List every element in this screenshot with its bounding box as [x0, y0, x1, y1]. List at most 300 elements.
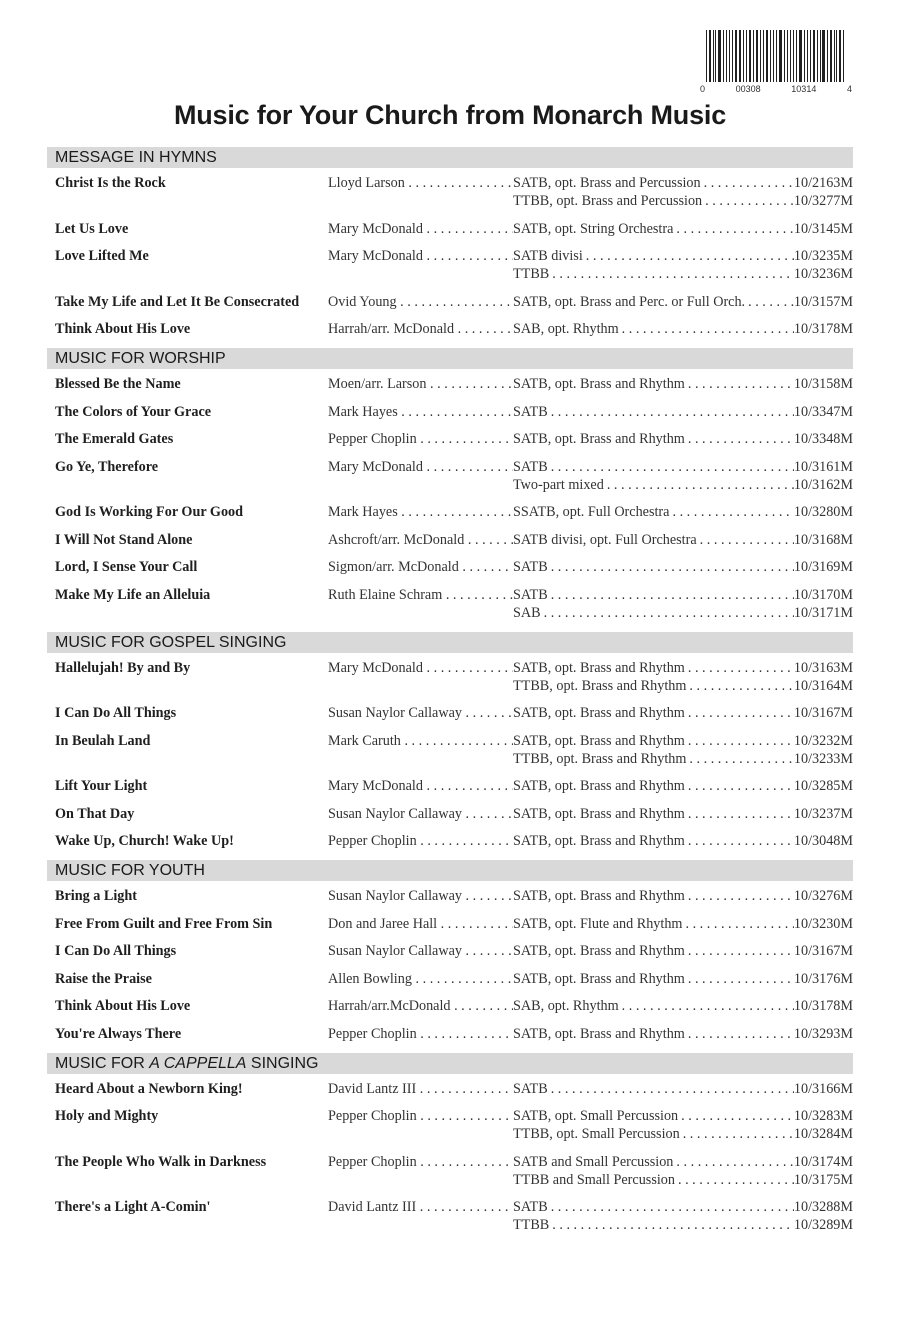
entry-composer: [328, 293, 513, 311]
edition-line: [513, 503, 853, 521]
page-title: Music for Your Church from Monarch Music: [173, 100, 727, 130]
barcode-bar: [787, 30, 788, 82]
entry-composer: [328, 1025, 513, 1043]
dot-leader: [697, 531, 794, 549]
edition-voicing: SATB, opt. Brass and Rhythm: [513, 833, 685, 849]
catalog-entry: [47, 558, 853, 576]
edition-voicing: SATB and Small Percussion: [513, 1153, 674, 1170]
barcode-bar: [773, 30, 775, 82]
entry-composer: [328, 247, 513, 265]
barcode-bar: [709, 30, 711, 82]
edition-line: [513, 677, 853, 695]
entry-composer: [328, 586, 513, 604]
edition-line: [513, 320, 853, 338]
entry-editions: [513, 832, 853, 850]
composer-name: Don and Jaree Hall: [328, 915, 438, 932]
entry-editions: [513, 887, 853, 905]
edition-line: [513, 805, 853, 823]
edition-voicing: SATB, opt. Brass and Rhythm: [513, 888, 685, 904]
catalog-entry: [47, 1153, 853, 1189]
dot-leader: [675, 1171, 794, 1189]
barcode-bar: [836, 30, 837, 82]
entry-editions: [513, 704, 853, 722]
catalog-entry: [47, 997, 853, 1015]
composer-name: Pepper Choplin: [328, 1108, 417, 1124]
composer-name: Pepper Choplin: [328, 833, 417, 849]
entry-editions: [513, 586, 853, 622]
dot-leader: [685, 887, 794, 905]
edition-voicing: SATB: [513, 1199, 548, 1215]
edition-line: [513, 1216, 853, 1234]
entry-editions: [513, 293, 853, 311]
dot-leader: [682, 915, 793, 933]
edition-voicing: SATB, opt. Brass and Rhythm: [513, 705, 685, 721]
composer-name: Mary McDonald: [328, 659, 423, 676]
catalog-entry: [47, 458, 853, 494]
edition-number: 10/3283M: [793, 1108, 853, 1124]
dot-leader: [548, 403, 794, 421]
composer-name: Mark Hayes: [328, 504, 398, 520]
edition-voicing: SATB: [513, 403, 548, 420]
entry-editions: [513, 1025, 853, 1043]
composer-name: Mary McDonald: [328, 778, 423, 794]
section-heading-part: SINGING: [246, 1054, 319, 1072]
dot-leader: [548, 586, 794, 604]
edition-voicing: SATB divisi, opt. Full Orchestra: [513, 531, 697, 548]
entry-composer: [328, 220, 513, 238]
dot-leader: [685, 832, 794, 850]
edition-voicing: SATB, opt. Brass and Rhythm: [513, 805, 685, 822]
edition-number: 10/3048M: [793, 833, 853, 849]
edition-line: [513, 704, 853, 722]
composer-name: Pepper Choplin: [328, 1025, 417, 1042]
barcode-digit: 00308: [735, 84, 761, 94]
edition-voicing: SSATB, opt. Full Orchestra: [513, 504, 670, 520]
entry-composer: [328, 704, 513, 722]
barcode-bar: [813, 30, 815, 82]
edition-voicing: SATB, opt. Brass and Rhythm: [513, 778, 685, 794]
edition-number: 10/3293M: [793, 1025, 853, 1042]
entry-composer: [328, 403, 513, 421]
entry-composer: [328, 1107, 513, 1125]
entry-title: The Colors of Your Grace: [55, 403, 212, 420]
edition-voicing: TTBB and Small Percussion: [513, 1171, 675, 1188]
entry-title: I Can Do All Things: [55, 705, 177, 721]
dot-leader: [678, 1107, 794, 1125]
entry-title: Think About His Love: [55, 321, 191, 337]
barcode-digit: 0: [700, 84, 706, 94]
edition-number: 10/3164M: [793, 677, 853, 694]
catalog-entry: [47, 375, 853, 393]
edition-line: [513, 832, 853, 850]
entry-title: Wake Up, Church! Wake Up!: [55, 833, 234, 849]
barcode-bar: [732, 30, 733, 82]
catalog-entry: [47, 531, 853, 549]
composer-name: Susan Naylor Callaway: [328, 943, 462, 959]
edition-voicing: TTBB: [513, 1217, 550, 1233]
entry-editions: [513, 997, 853, 1015]
edition-voicing: TTBB, opt. Small Percussion: [513, 1126, 680, 1142]
edition-voicing: SATB, opt. Brass and Rhythm: [513, 376, 685, 392]
barcode-bar: [770, 30, 771, 82]
edition-number: 10/3348M: [793, 431, 853, 447]
edition-line: [513, 1198, 853, 1216]
edition-line: [513, 777, 853, 795]
entry-title: Free From Guilt and Free From Sin: [55, 915, 273, 932]
edition-line: [513, 1171, 853, 1189]
edition-line: [513, 732, 853, 750]
entry-composer: [328, 942, 513, 960]
entry-composer: [328, 1198, 513, 1216]
dot-leader: [669, 503, 793, 521]
entry-title: I Will Not Stand Alone: [55, 531, 193, 548]
entry-title: Go Ye, Therefore: [55, 458, 159, 475]
entry-editions: [513, 942, 853, 960]
dot-leader: [685, 1025, 794, 1043]
edition-number: 10/3233M: [793, 750, 853, 767]
edition-voicing: SATB, opt. Brass and Rhythm: [513, 431, 685, 447]
dot-leader: [549, 1216, 794, 1234]
entry-title: Heard About a Newborn King!: [55, 1080, 243, 1097]
edition-line: [513, 192, 853, 210]
edition-line: [513, 265, 853, 283]
composer-name: Susan Naylor Callaway: [328, 705, 462, 721]
edition-voicing: SATB, opt. Brass and Rhythm: [513, 943, 685, 959]
edition-number: 10/3285M: [793, 778, 853, 794]
edition-number: 10/3169M: [793, 559, 853, 575]
entry-composer: [328, 558, 513, 576]
edition-number: 10/3280M: [793, 504, 853, 520]
composer-name: Mary McDonald: [328, 458, 423, 475]
edition-voicing: TTBB: [513, 266, 550, 282]
barcode-bar: [822, 30, 825, 82]
entry-composer: [328, 659, 513, 677]
dot-leader: [548, 558, 794, 576]
composer-name: Pepper Choplin: [328, 431, 417, 447]
barcode-bar: [810, 30, 811, 82]
entry-composer: [328, 970, 513, 988]
edition-number: 10/3277M: [793, 193, 853, 209]
dot-leader: [548, 1080, 794, 1098]
dot-leader: [685, 942, 794, 960]
composer-name: Mary McDonald: [328, 248, 423, 264]
entry-editions: [513, 970, 853, 988]
entry-editions: [513, 558, 853, 576]
dot-leader: [701, 174, 794, 192]
entry-editions: [513, 805, 853, 823]
entry-composer: [328, 1080, 513, 1098]
edition-voicing: SATB, opt. Brass and Percussion: [513, 175, 701, 191]
edition-voicing: SAB: [513, 604, 541, 621]
barcode-bar: [749, 30, 751, 82]
edition-voicing: SATB: [513, 458, 548, 475]
barcode-bar: [713, 30, 714, 82]
catalog-entry: [47, 805, 853, 823]
entry-composer: [328, 915, 513, 933]
entry-editions: [513, 430, 853, 448]
entry-composer: [328, 887, 513, 905]
composer-name: David Lantz III: [328, 1199, 417, 1215]
edition-line: [513, 430, 853, 448]
edition-line: [513, 887, 853, 905]
edition-number: 10/3161M: [793, 458, 853, 475]
edition-number: 10/3167M: [793, 943, 853, 959]
edition-number: 10/3166M: [793, 1080, 853, 1097]
edition-number: 10/3145M: [793, 220, 853, 237]
edition-line: [513, 659, 853, 677]
edition-line: [513, 558, 853, 576]
edition-voicing: Two-part mixed: [513, 476, 604, 493]
composer-name: Pepper Choplin: [328, 1153, 417, 1170]
entry-editions: [513, 531, 853, 549]
barcode-bar: [839, 30, 841, 82]
entry-composer: [328, 777, 513, 795]
barcode: [700, 30, 852, 96]
edition-number: 10/3175M: [793, 1171, 853, 1188]
barcode-bar: [766, 30, 768, 82]
section-heading: MUSIC FOR YOUTH: [47, 860, 853, 881]
barcode-bar: [735, 30, 737, 82]
edition-line: [513, 375, 853, 393]
edition-voicing: SATB, opt. Brass and Rhythm: [513, 1025, 685, 1042]
catalog-entry: [47, 1025, 853, 1043]
entry-title: In Beulah Land: [55, 732, 151, 749]
edition-voicing: SATB, opt. Flute and Rhythm: [513, 915, 683, 932]
composer-name: Sigmon/arr. McDonald: [328, 559, 459, 575]
entry-title: You're Always There: [55, 1025, 182, 1042]
section-heading: [47, 1053, 853, 1074]
dot-leader: [685, 375, 794, 393]
catalog-entry: [47, 503, 853, 521]
edition-line: [513, 915, 853, 933]
entry-title: Take My Life and Let It Be Consecrated: [55, 293, 300, 310]
entry-composer: [328, 531, 513, 549]
catalog-entry: [47, 220, 853, 238]
edition-voicing: SATB, opt. Brass and Perc. or Full Orch.: [513, 293, 746, 310]
entry-title: The Emerald Gates: [55, 431, 174, 447]
edition-number: 10/3170M: [793, 586, 853, 603]
composer-name: Ovid Young: [328, 293, 397, 310]
composer-name: Harrah/arr. McDonald: [328, 321, 455, 337]
barcode-bar: [753, 30, 754, 82]
edition-number: 10/3176M: [793, 970, 853, 987]
composer-name: Allen Bowling: [328, 970, 412, 987]
dot-leader: [549, 265, 794, 283]
edition-number: 10/3347M: [793, 403, 853, 420]
entry-editions: [513, 247, 853, 283]
entry-title: On That Day: [55, 805, 135, 822]
edition-number: 10/3289M: [793, 1217, 853, 1233]
edition-voicing: SATB: [513, 586, 548, 603]
composer-name: Susan Naylor Callaway: [328, 805, 462, 822]
edition-number: 10/3157M: [793, 293, 853, 310]
edition-line: [513, 604, 853, 622]
dot-leader: [685, 732, 794, 750]
catalog-section: [47, 1053, 853, 1235]
composer-name: Harrah/arr.McDonald: [328, 998, 451, 1014]
entry-title: Blessed Be the Name: [55, 376, 181, 392]
edition-line: [513, 1025, 853, 1043]
barcode-bar: [796, 30, 797, 82]
catalog-entry: [47, 1080, 853, 1098]
barcode-bar: [739, 30, 742, 82]
dot-leader: [583, 247, 794, 265]
catalog-entry: [47, 704, 853, 722]
edition-number: 10/3178M: [793, 321, 853, 337]
edition-number: 10/3167M: [793, 705, 853, 721]
entry-editions: [513, 915, 853, 933]
dot-leader: [619, 997, 794, 1015]
composer-name: Mary McDonald: [328, 220, 423, 237]
section-heading: MUSIC FOR WORSHIP: [47, 348, 853, 369]
barcode-digit: 4: [846, 84, 852, 94]
edition-number: 10/3168M: [793, 531, 853, 548]
dot-leader: [702, 192, 794, 210]
edition-number: 10/3284M: [793, 1126, 853, 1142]
dot-leader: [673, 1153, 793, 1171]
entry-composer: [328, 174, 513, 192]
edition-line: [513, 220, 853, 238]
dot-leader: [686, 750, 793, 768]
edition-line: [513, 476, 853, 494]
edition-line: [513, 586, 853, 604]
barcode-bar: [793, 30, 794, 82]
dot-leader: [745, 293, 794, 311]
edition-number: 10/3288M: [793, 1199, 853, 1215]
barcode-bar: [726, 30, 728, 82]
entry-editions: [513, 1080, 853, 1098]
entry-editions: [513, 458, 853, 494]
barcode-bar: [776, 30, 777, 82]
barcode-bar: [817, 30, 818, 82]
catalog: [47, 147, 853, 1244]
entry-title: I Can Do All Things: [55, 943, 177, 959]
edition-line: [513, 942, 853, 960]
entry-composer: [328, 430, 513, 448]
edition-number: 10/3171M: [793, 604, 853, 621]
entry-editions: [513, 375, 853, 393]
edition-voicing: SATB, opt. Brass and Rhythm: [513, 732, 685, 749]
catalog-entry: [47, 1107, 853, 1143]
barcode-bar: [743, 30, 744, 82]
entry-editions: [513, 320, 853, 338]
edition-number: 10/3162M: [793, 476, 853, 493]
entry-title: Bring a Light: [55, 888, 137, 904]
catalog-section: [47, 147, 853, 338]
edition-number: 10/3232M: [793, 732, 853, 749]
entry-editions: [513, 777, 853, 795]
barcode-bar: [760, 30, 761, 82]
catalog-entry: [47, 403, 853, 421]
barcode-bar: [746, 30, 747, 82]
edition-number: 10/3158M: [793, 376, 853, 392]
edition-voicing: TTBB, opt. Brass and Rhythm: [513, 750, 687, 767]
dot-leader: [680, 1125, 794, 1143]
edition-voicing: SATB divisi: [513, 248, 583, 264]
catalog-entry: [47, 777, 853, 795]
dot-leader: [548, 458, 794, 476]
catalog-entry: [47, 430, 853, 448]
entry-title: Let Us Love: [55, 220, 129, 237]
section-heading-part: A CAPPELLA: [149, 1054, 247, 1072]
dot-leader: [604, 476, 794, 494]
edition-number: 10/3237M: [793, 805, 853, 822]
catalog-entry: [47, 174, 853, 210]
edition-voicing: SAB, opt. Rhythm: [513, 998, 619, 1014]
entry-title: Christ Is the Rock: [55, 175, 166, 191]
barcode-digit: 10314: [791, 84, 817, 94]
edition-line: [513, 1080, 853, 1098]
barcode-bar: [715, 30, 716, 82]
entry-title: Make My Life an Alleluia: [55, 586, 211, 603]
entry-title: There's a Light A-Comin': [55, 1199, 211, 1215]
entry-title: The People Who Walk in Darkness: [55, 1153, 267, 1170]
entry-composer: [328, 832, 513, 850]
dot-leader: [619, 320, 794, 338]
edition-voicing: SATB, opt. Brass and Rhythm: [513, 659, 685, 676]
edition-line: [513, 1153, 853, 1171]
catalog-entry: [47, 320, 853, 338]
barcode-bar: [830, 30, 832, 82]
dot-leader: [673, 220, 793, 238]
barcode-bar: [763, 30, 764, 82]
catalog-section: [47, 348, 853, 622]
edition-line: [513, 1125, 853, 1143]
entry-composer: [328, 1153, 513, 1171]
entry-editions: [513, 174, 853, 210]
dot-leader: [685, 704, 794, 722]
entry-title: Think About His Love: [55, 998, 191, 1014]
composer-name: David Lantz III: [328, 1080, 417, 1097]
barcode-bar: [834, 30, 835, 82]
edition-line: [513, 458, 853, 476]
barcode-bar: [799, 30, 802, 82]
entry-title: Holy and Mighty: [55, 1108, 159, 1124]
entry-editions: [513, 1198, 853, 1234]
entry-editions: [513, 220, 853, 238]
barcode-bar: [706, 30, 707, 82]
edition-number: 10/3178M: [793, 998, 853, 1014]
edition-line: [513, 247, 853, 265]
entry-editions: [513, 503, 853, 521]
entry-composer: [328, 997, 513, 1015]
dot-leader: [685, 970, 794, 988]
edition-number: 10/3276M: [793, 888, 853, 904]
edition-number: 10/3236M: [793, 266, 853, 282]
catalog-section: [47, 632, 853, 851]
composer-name: Ashcroft/arr. McDonald: [328, 531, 465, 548]
edition-number: 10/3174M: [793, 1153, 853, 1170]
barcode-bar: [718, 30, 721, 82]
section-heading: MESSAGE IN HYMNS: [47, 147, 853, 168]
entry-composer: [328, 320, 513, 338]
edition-number: 10/3163M: [793, 659, 853, 676]
composer-name: Mark Caruth: [328, 732, 401, 749]
barcode-bar: [827, 30, 828, 82]
edition-voicing: TTBB, opt. Brass and Percussion: [513, 193, 703, 209]
entry-title: Lift Your Light: [55, 778, 148, 794]
dot-leader: [686, 677, 793, 695]
barcode-bar: [804, 30, 806, 82]
composer-name: Moen/arr. Larson: [328, 376, 427, 392]
edition-line: [513, 997, 853, 1015]
edition-number: 10/2163M: [793, 175, 853, 191]
edition-line: [513, 293, 853, 311]
barcode-bar: [723, 30, 724, 82]
catalog-entry: [47, 970, 853, 988]
edition-number: 10/3235M: [793, 248, 853, 264]
catalog-entry: [47, 659, 853, 695]
